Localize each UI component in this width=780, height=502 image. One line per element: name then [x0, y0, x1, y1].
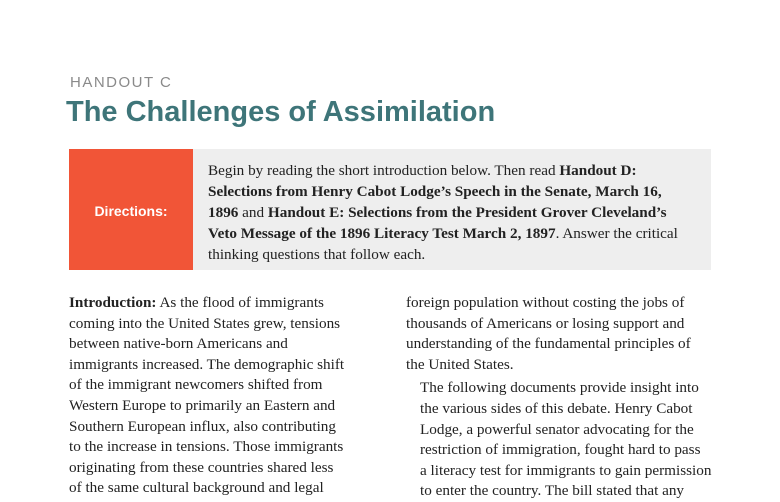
text-line: to the increase in tensions. Those immigrants	[69, 438, 344, 456]
introduction-paragraph	[69, 293, 369, 499]
documents-paragraph	[406, 378, 712, 502]
text-line: of the same cultural background and legal	[69, 479, 324, 497]
introduction-label: Introduction:	[69, 294, 157, 311]
directions-line	[208, 202, 678, 223]
text-line: originating from these countries shared less	[69, 458, 334, 476]
directions-run-bold: 1896	[208, 204, 239, 221]
directions-run-bold: Veto Message of the 1896 Literacy Test March 2, 1897	[208, 225, 556, 242]
right-column	[406, 293, 712, 502]
directions-run: . Answer the critical	[555, 225, 678, 242]
text-line: of the immigrant newcomers shifted from	[69, 376, 323, 394]
text-line: foreign population without costing the jobs of	[406, 294, 685, 311]
directions-run: Begin by reading the short introduction below. Then read	[208, 162, 560, 179]
directions-text	[193, 149, 690, 270]
paragraph-continued	[406, 293, 712, 375]
text-line: thousands of Americans or losing support and	[406, 314, 685, 332]
directions-run: thinking questions that follow each.	[208, 246, 426, 263]
text-line: restriction of immigration, fought hard to pass	[420, 441, 701, 459]
directions-line	[208, 223, 678, 244]
page-title: The Challenges of Assimilation	[66, 96, 496, 128]
text-line: to enter the country. The bill stated that any	[420, 482, 685, 500]
text-run: As the flood of immigrants	[156, 294, 324, 311]
directions-line	[208, 244, 678, 265]
text-line: immigrants increased. The demographic shift	[69, 355, 345, 373]
directions-line	[208, 160, 678, 181]
directions-label: Directions:	[69, 149, 193, 270]
handout-label: HANDOUT C	[70, 74, 173, 91]
left-column	[69, 293, 369, 499]
text-line: a literacy test for immigrants to gain permission	[420, 461, 712, 479]
text-line: coming into the United States grew, tensions	[69, 314, 341, 332]
text-line	[69, 293, 369, 314]
text-line: Lodge, a powerful senator advocating for the	[420, 420, 694, 438]
directions-run-bold: Handout D:	[559, 162, 637, 179]
text-line: the various sides of this debate. Henry Cabot	[420, 399, 693, 417]
text-line: the United States.	[406, 355, 514, 373]
text-line: Southern European influx, also contributing	[69, 417, 336, 435]
directions-run-bold: Handout E: Selections from the President Grover Cleveland’s	[267, 204, 667, 221]
text-line: between native-born Americans and	[69, 335, 288, 353]
text-line: The following documents provide insight into	[420, 379, 699, 397]
directions-box	[69, 149, 711, 270]
directions-run-bold: Selections from Henry Cabot Lodge’s Speech in the Senate, March 16,	[208, 183, 662, 200]
text-line: understanding of the fundamental principles of	[406, 335, 691, 353]
directions-run: and	[238, 204, 268, 221]
text-line: Western Europe to primarily an Eastern and	[69, 396, 336, 414]
directions-line	[208, 181, 678, 202]
